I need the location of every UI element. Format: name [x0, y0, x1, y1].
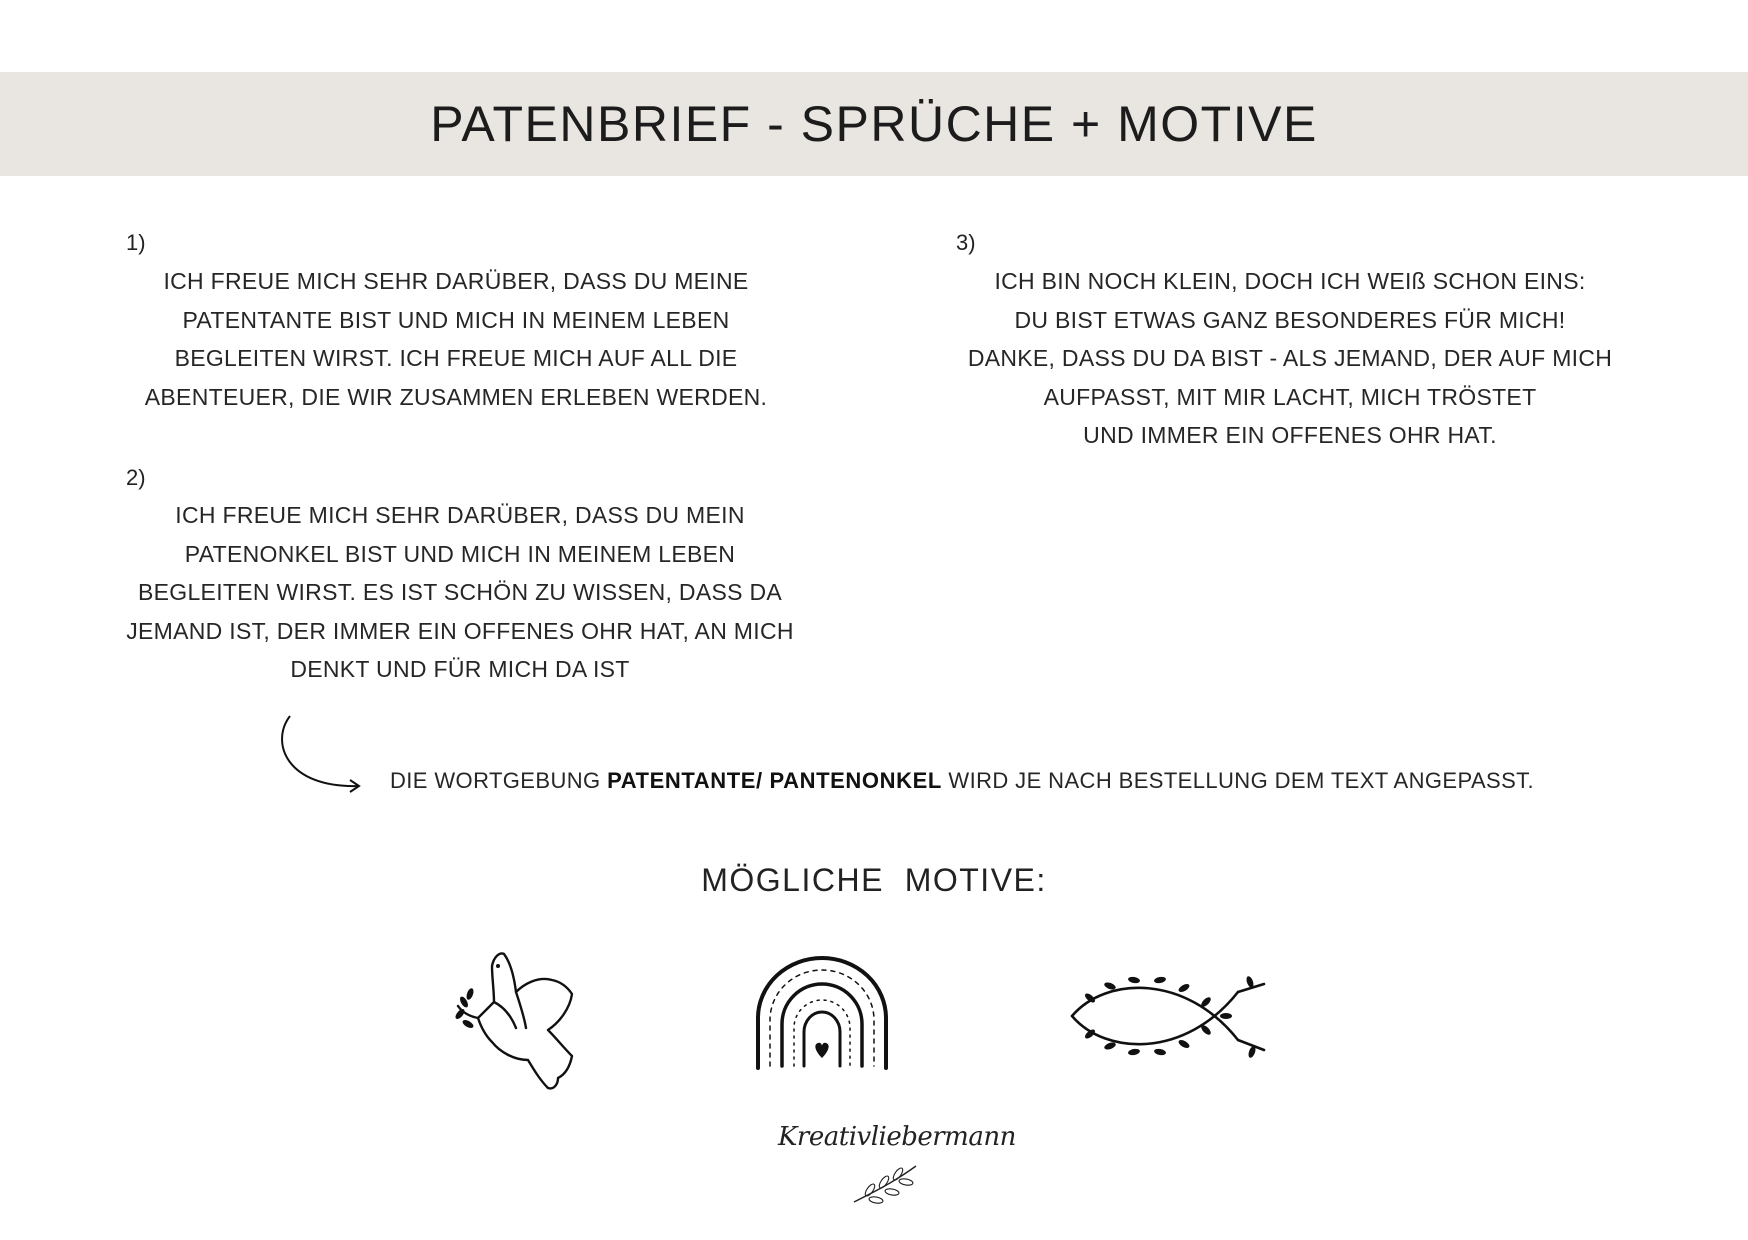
- saying-2-line: ICH FREUE MICH SEHR DARÜBER, DASS DU MEIN: [175, 502, 745, 528]
- saying-2-line: PATENONKEL BIST UND MICH IN MEINEM LEBEN: [184, 540, 736, 567]
- note-emphasis: PATENTANTE/ PANTENONKEL: [607, 768, 942, 793]
- saying-3-line: DANKE, DASS DU DA BIST - ALS JEMAND, DER AUF MICH: [967, 345, 1613, 371]
- curved-arrow-icon: [276, 712, 366, 794]
- saying-1-line: ICH FREUE MICH SEHR DARÜBER, DASS DU MEINE: [163, 268, 749, 294]
- saying-2-line: DENKT UND FÜR MICH DA IST: [290, 656, 630, 682]
- dove-with-olive-branch-icon: [454, 948, 590, 1094]
- saying-3-line: UND IMMER EIN OFFENES OHR HAT.: [1083, 422, 1497, 448]
- motives-title: MÖGLICHE MOTIVE:: [701, 862, 1047, 898]
- saying-3-text: [940, 262, 1640, 455]
- page-title: PATENBRIEF - SPRÜCHE + MOTIVE: [430, 96, 1318, 152]
- note-text-after: WIRD JE NACH BESTELLUNG DEM TEXT ANGEPASST.: [941, 768, 1535, 793]
- saying-2-text: [110, 496, 810, 689]
- saying-3-line: DU BIST ETWAS GANZ BESONDERES FÜR MICH!: [1014, 306, 1566, 333]
- saying-1-line: BEGLEITEN WIRST. ICH FREUE MICH AUF ALL DIE: [174, 345, 738, 371]
- leaf-sprig-icon: [850, 1162, 920, 1206]
- rainbow-with-heart-icon: [752, 952, 892, 1070]
- wording-note: [390, 768, 1535, 794]
- saying-2-number: 2): [126, 465, 146, 490]
- saying-3-number: 3): [956, 230, 976, 255]
- saying-3-line: AUFPASST, MIT MIR LACHT, MICH TRÖSTET: [1043, 383, 1537, 410]
- saying-1-line: ABENTEUER, DIE WIR ZUSAMMEN ERLEBEN WERDEN.: [144, 383, 768, 410]
- saying-1-line: PATENTANTE BIST UND MICH IN MEINEM LEBEN: [182, 306, 730, 333]
- header-banner: [0, 72, 1748, 176]
- saying-1-number: 1): [126, 230, 146, 255]
- ichthys-fish-wreath-icon: [1066, 970, 1276, 1060]
- logo-wordmark: Kreativliebermann: [778, 1122, 1016, 1152]
- saying-3-line: ICH BIN NOCH KLEIN, DOCH ICH WEIß SCHON EINS:: [994, 268, 1586, 294]
- saying-2-line: JEMAND IST, DER IMMER EIN OFFENES OHR HAT, AN MICH: [126, 617, 794, 644]
- note-text-before: DIE WORTGEBUNG: [390, 768, 608, 793]
- saying-2-line: BEGLEITEN WIRST. ES IST SCHÖN ZU WISSEN, DASS DA: [137, 579, 783, 605]
- brand-logo: [778, 1122, 1016, 1214]
- saying-1-text: [106, 262, 806, 416]
